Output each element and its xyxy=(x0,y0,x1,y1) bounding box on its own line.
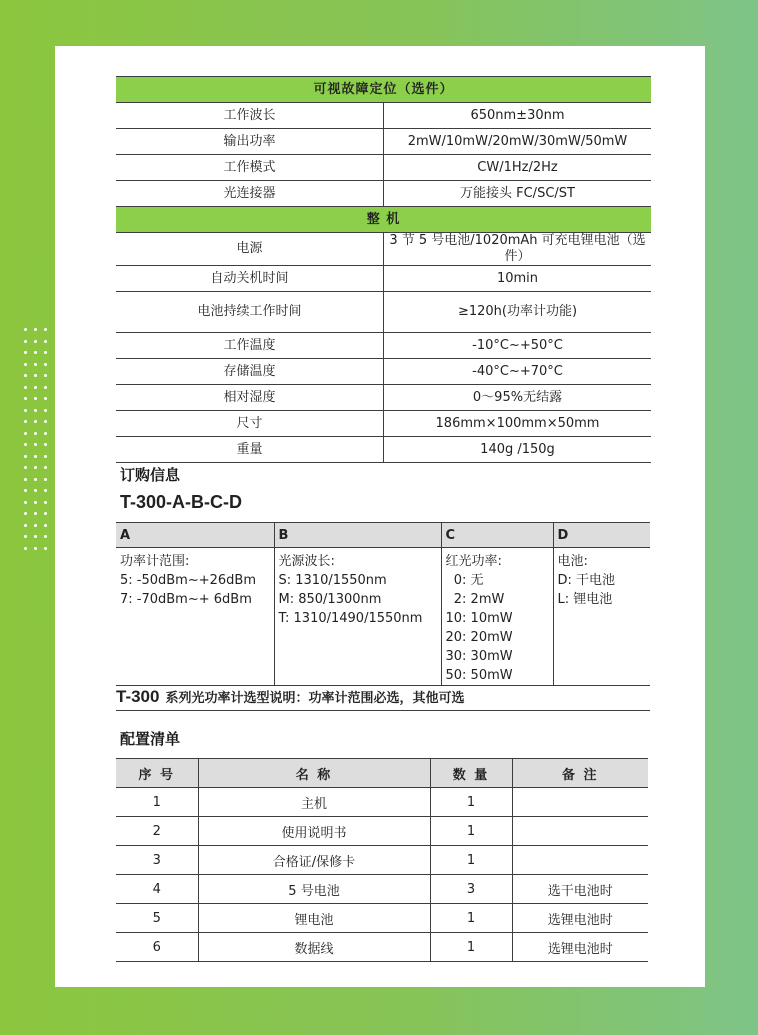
packing-header-name: 名 称 xyxy=(198,759,430,788)
spec-row xyxy=(116,266,651,292)
spec-value: 186mm×100mm×50mm xyxy=(384,411,652,437)
packing-qty: 1 xyxy=(430,904,512,933)
dot xyxy=(34,466,37,469)
option-line: 30: 30mW xyxy=(445,649,513,664)
dot xyxy=(24,512,27,515)
dot xyxy=(44,547,47,550)
table-row xyxy=(116,933,648,962)
dot xyxy=(34,501,37,504)
packing-index: 3 xyxy=(116,846,198,875)
spec-label: 重量 xyxy=(116,437,384,463)
packing-header-qty: 数 量 xyxy=(430,759,512,788)
packing-qty: 1 xyxy=(430,933,512,962)
spec-section-row xyxy=(116,207,651,233)
dot xyxy=(44,489,47,492)
spec-value: -40°C~+70°C xyxy=(384,359,652,385)
packing-name: 数据线 xyxy=(198,933,430,962)
packing-index: 5 xyxy=(116,904,198,933)
packing-header-index: 序 号 xyxy=(116,759,198,788)
spec-label: 工作波长 xyxy=(116,103,384,129)
option-line: 0: 无 xyxy=(445,573,484,588)
dot xyxy=(24,397,27,400)
dot xyxy=(44,455,47,458)
option-line: 10: 10mW xyxy=(445,611,513,626)
spec-row xyxy=(116,103,651,129)
packing-table xyxy=(116,758,648,962)
dot xyxy=(34,420,37,423)
packing-index: 1 xyxy=(116,788,198,817)
dot xyxy=(34,386,37,389)
dot xyxy=(44,374,47,377)
dot xyxy=(44,443,47,446)
table-row xyxy=(116,788,648,817)
dot xyxy=(34,524,37,527)
dot xyxy=(44,524,47,527)
option-line: 电池: xyxy=(557,554,588,569)
order-option-d xyxy=(553,548,650,686)
order-option-c xyxy=(441,548,553,686)
order-option-a xyxy=(116,548,274,686)
spec-label: 工作模式 xyxy=(116,155,384,181)
note-text: 系列光功率计选型说明：功率计范围必选，其他可选 xyxy=(165,691,465,706)
dot xyxy=(44,351,47,354)
dot xyxy=(34,340,37,343)
option-line: M: 850/1300nm xyxy=(278,592,382,607)
table-row xyxy=(116,875,648,904)
dot xyxy=(24,524,27,527)
packing-name: 使用说明书 xyxy=(198,817,430,846)
packing-remark: 选锂电池时 xyxy=(512,933,648,962)
dot xyxy=(34,397,37,400)
order-header-b: B xyxy=(274,523,441,548)
spec-value: 2mW/10mW/20mW/30mW/50mW xyxy=(384,129,652,155)
spec-row xyxy=(116,233,651,266)
spec-label: 电源 xyxy=(116,233,384,266)
spec-label: 尺寸 xyxy=(116,411,384,437)
packing-name: 5 号电池 xyxy=(198,875,430,904)
spec-value: 140g /150g xyxy=(384,437,652,463)
dot xyxy=(34,363,37,366)
option-line: 5: -50dBm~+26dBm xyxy=(120,573,257,588)
dot xyxy=(24,340,27,343)
dot xyxy=(44,512,47,515)
spec-row xyxy=(116,181,651,207)
dot xyxy=(24,351,27,354)
spec-row xyxy=(116,385,651,411)
dot xyxy=(44,535,47,538)
packing-qty: 3 xyxy=(430,875,512,904)
dot xyxy=(24,443,27,446)
packing-remark xyxy=(512,788,648,817)
order-header-a: A xyxy=(116,523,274,548)
option-line: 7: -70dBm~+ 6dBm xyxy=(120,592,252,607)
dot xyxy=(34,432,37,435)
spec-row xyxy=(116,155,651,181)
option-line: S: 1310/1550nm xyxy=(278,573,387,588)
decorative-dots xyxy=(24,328,54,556)
table-row xyxy=(116,846,648,875)
dot xyxy=(44,386,47,389)
spec-row xyxy=(116,292,651,333)
order-option-b xyxy=(274,548,441,686)
spec-row xyxy=(116,411,651,437)
dot xyxy=(24,535,27,538)
option-line: L: 锂电池 xyxy=(557,592,613,607)
dot xyxy=(34,328,37,331)
order-info-heading: 订购信息 xyxy=(120,466,181,484)
dot xyxy=(24,374,27,377)
packing-remark: 选干电池时 xyxy=(512,875,648,904)
packing-list-heading: 配置清单 xyxy=(120,730,181,748)
spec-value: 万能接头 FC/SC/ST xyxy=(384,181,652,207)
dot xyxy=(44,478,47,481)
option-line: 红光功率: xyxy=(445,554,502,569)
packing-header-remark: 备 注 xyxy=(512,759,648,788)
packing-index: 6 xyxy=(116,933,198,962)
spec-value: 3 节 5 号电池/1020mAh 可充电锂电池（选件） xyxy=(384,233,652,266)
dot xyxy=(44,432,47,435)
packing-index: 2 xyxy=(116,817,198,846)
order-header-c: C xyxy=(441,523,553,548)
packing-name: 锂电池 xyxy=(198,904,430,933)
spec-table xyxy=(116,76,651,463)
dot xyxy=(44,363,47,366)
table-row xyxy=(116,817,648,846)
dot xyxy=(34,547,37,550)
dot xyxy=(24,489,27,492)
spec-value: 10min xyxy=(384,266,652,292)
spec-label: 光连接器 xyxy=(116,181,384,207)
spec-section-title: 可视故障定位（选件） xyxy=(116,77,651,103)
dot xyxy=(24,328,27,331)
dot xyxy=(44,409,47,412)
dot xyxy=(24,432,27,435)
dot xyxy=(24,409,27,412)
selection-note xyxy=(116,686,650,711)
spec-value: CW/1Hz/2Hz xyxy=(384,155,652,181)
order-header-d: D xyxy=(553,523,650,548)
spec-row xyxy=(116,129,651,155)
dot xyxy=(44,397,47,400)
dot xyxy=(44,501,47,504)
spec-label: 输出功率 xyxy=(116,129,384,155)
dot xyxy=(34,351,37,354)
spec-value: -10°C~+50°C xyxy=(384,333,652,359)
order-table xyxy=(116,522,650,686)
dot xyxy=(44,340,47,343)
option-line: 50: 50mW xyxy=(445,668,513,683)
option-line: T: 1310/1490/1550nm xyxy=(278,611,423,626)
spec-label: 自动关机时间 xyxy=(116,266,384,292)
packing-qty: 1 xyxy=(430,788,512,817)
spec-label: 工作温度 xyxy=(116,333,384,359)
dot xyxy=(24,547,27,550)
dot xyxy=(24,386,27,389)
dot xyxy=(34,512,37,515)
spec-row xyxy=(116,359,651,385)
spec-row xyxy=(116,437,651,463)
dot xyxy=(34,455,37,458)
option-line: D: 干电池 xyxy=(557,573,616,588)
packing-name: 合格证/保修卡 xyxy=(198,846,430,875)
dot xyxy=(24,420,27,423)
dot xyxy=(34,478,37,481)
dot xyxy=(34,443,37,446)
dot xyxy=(24,455,27,458)
option-line: 光源波长: xyxy=(278,554,335,569)
dot xyxy=(24,501,27,504)
dot xyxy=(44,328,47,331)
dot xyxy=(44,466,47,469)
packing-remark xyxy=(512,817,648,846)
spec-value: ≥120h(功率计功能) xyxy=(384,292,652,333)
note-model: T-300 xyxy=(116,687,160,706)
packing-remark xyxy=(512,846,648,875)
spec-sheet-page xyxy=(55,46,705,987)
spec-section-row xyxy=(116,77,651,103)
spec-label: 存储温度 xyxy=(116,359,384,385)
packing-name: 主机 xyxy=(198,788,430,817)
dot xyxy=(24,466,27,469)
dot xyxy=(34,489,37,492)
spec-label: 电池持续工作时间 xyxy=(116,292,384,333)
dot xyxy=(34,374,37,377)
dot xyxy=(24,478,27,481)
option-line: 2: 2mW xyxy=(445,592,505,607)
spec-value: 650nm±30nm xyxy=(384,103,652,129)
packing-index: 4 xyxy=(116,875,198,904)
spec-row xyxy=(116,333,651,359)
dot xyxy=(24,363,27,366)
spec-value: 0～95%无结露 xyxy=(384,385,652,411)
packing-qty: 1 xyxy=(430,817,512,846)
model-code: T-300-A-B-C-D xyxy=(120,492,243,512)
option-line: 功率计范围: xyxy=(120,554,190,569)
table-row xyxy=(116,904,648,933)
dot xyxy=(34,409,37,412)
dot xyxy=(44,420,47,423)
packing-qty: 1 xyxy=(430,846,512,875)
dot xyxy=(34,535,37,538)
spec-section-title: 整 机 xyxy=(116,207,651,233)
option-line: 20: 20mW xyxy=(445,630,513,645)
packing-remark: 选锂电池时 xyxy=(512,904,648,933)
spec-label: 相对湿度 xyxy=(116,385,384,411)
